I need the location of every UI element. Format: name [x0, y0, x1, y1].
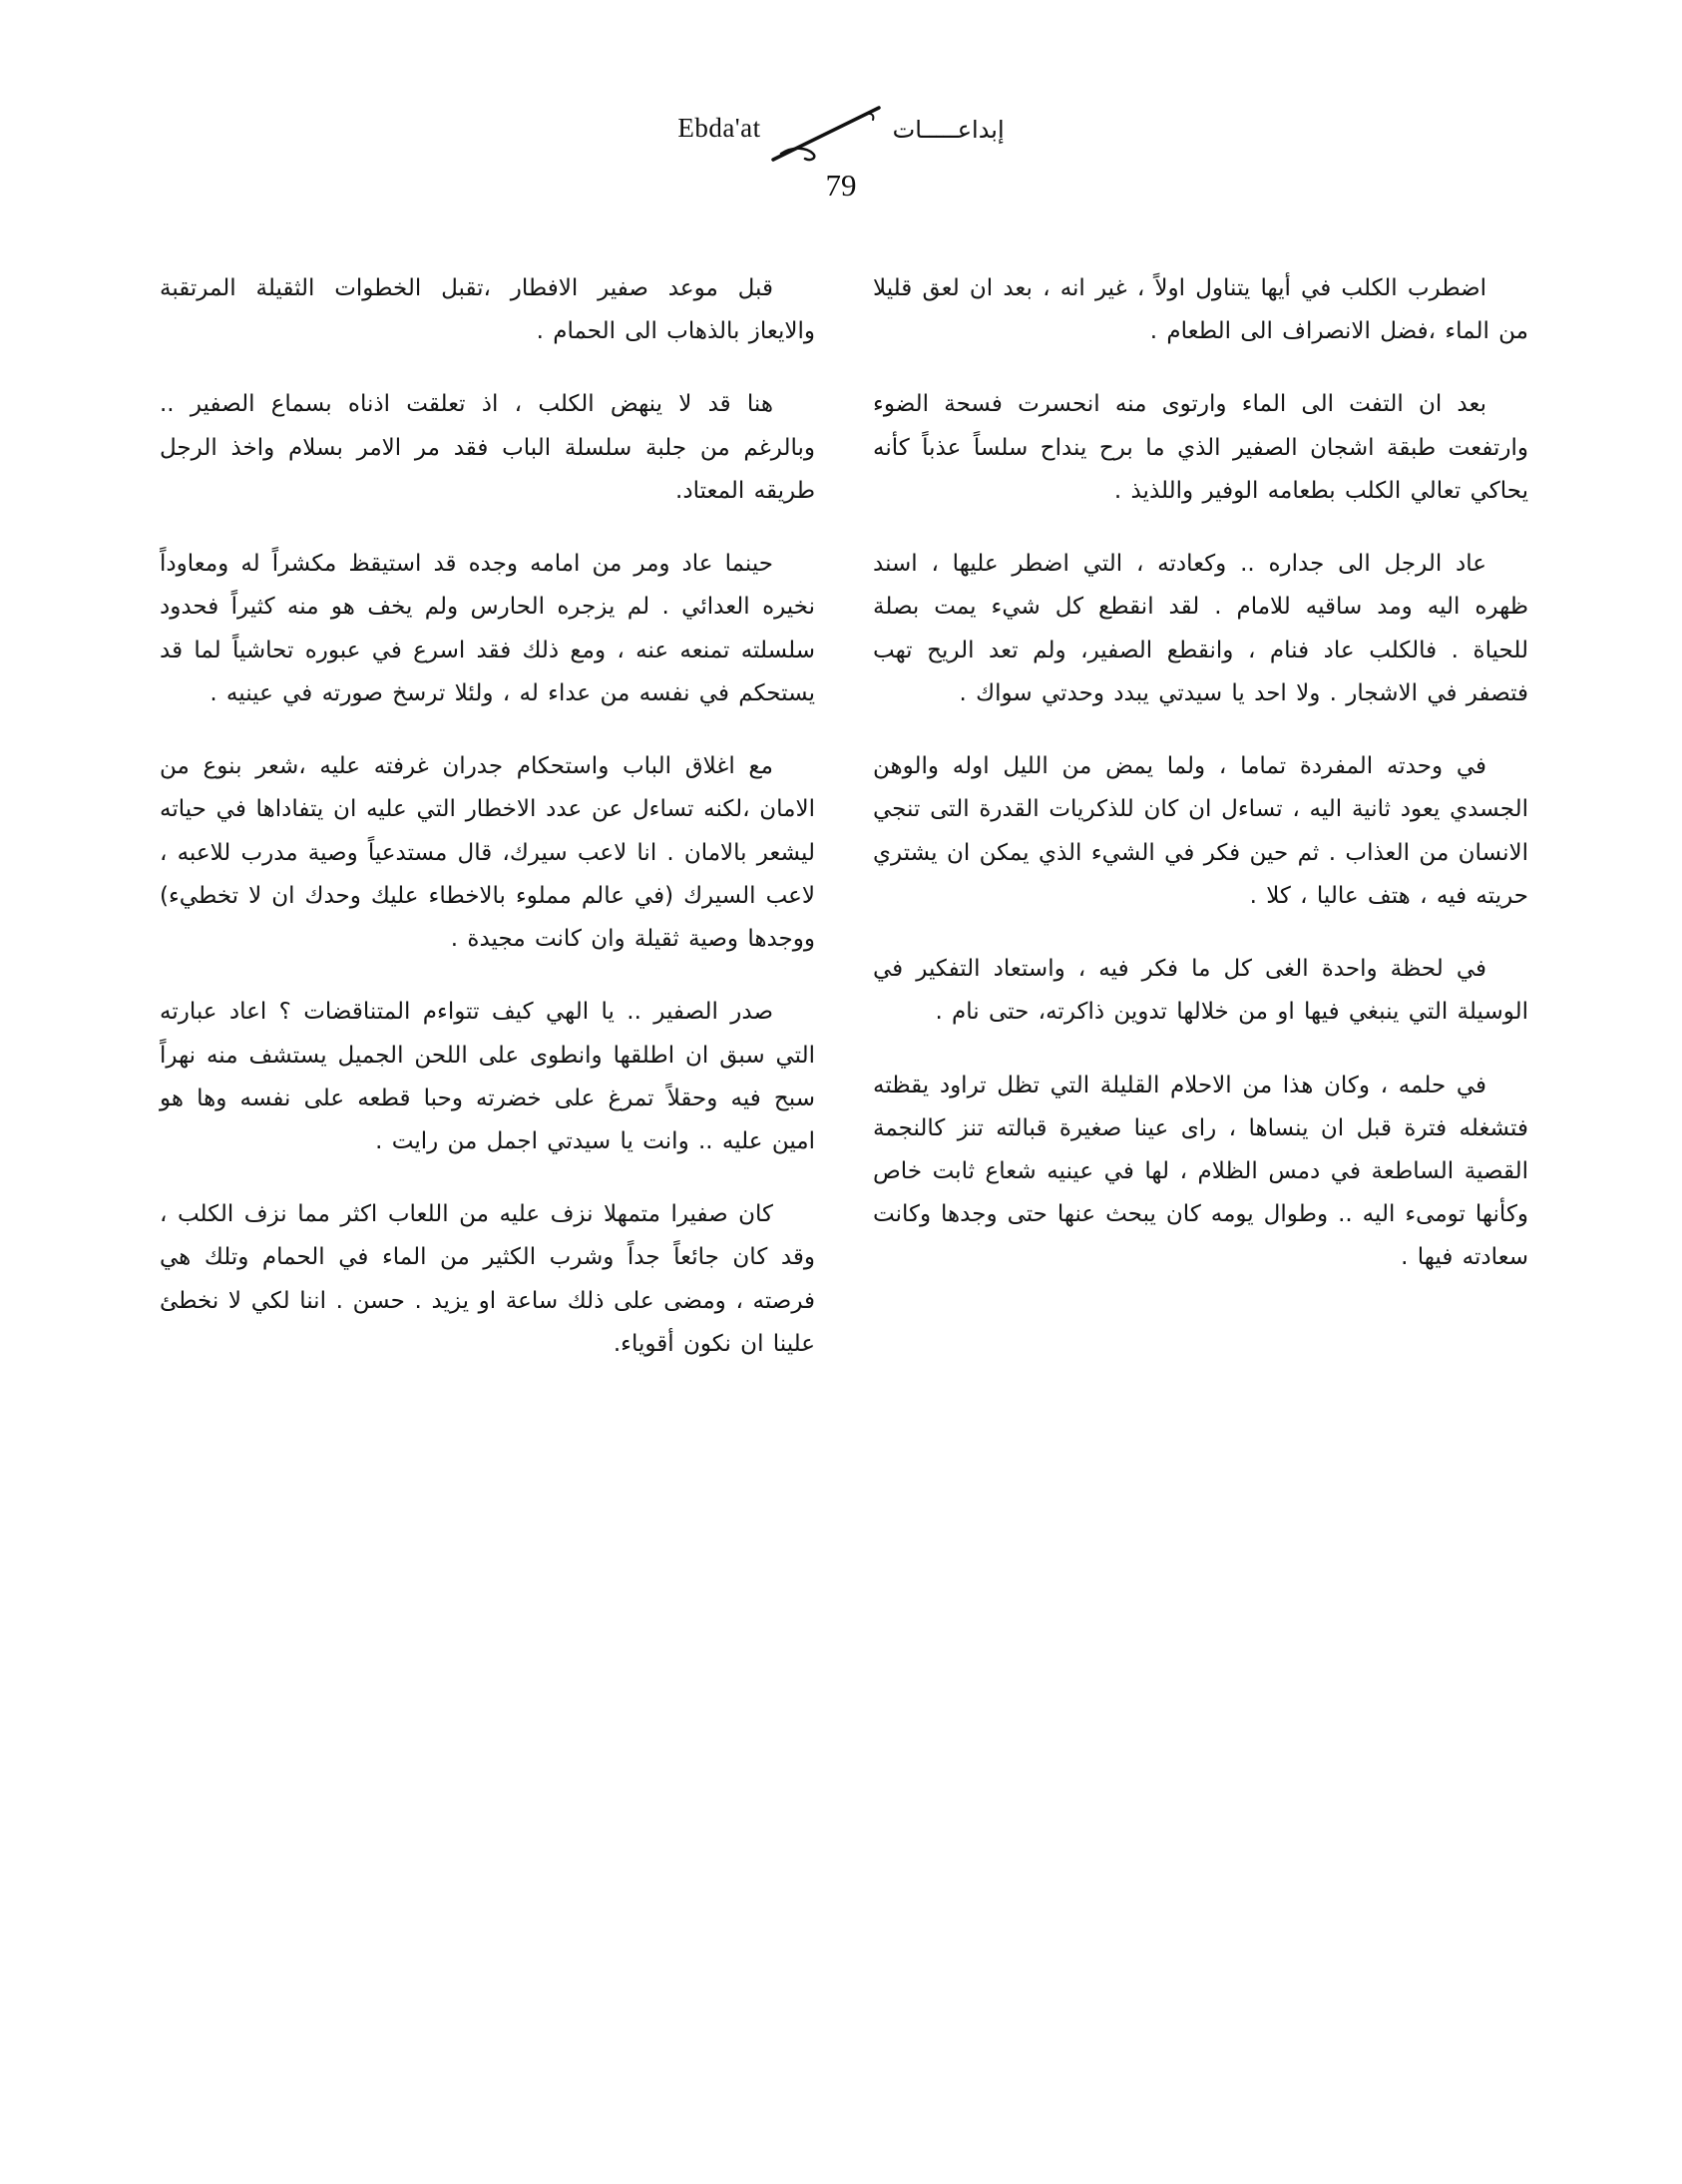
paragraph: عاد الرجل الى جداره .. وكعادته ، التي اضطر عليها ، اسند ظهره اليه ومد ساقيه للامام . لقد انقطع كل شيء يمت بصلة للحياة . فالكلب عاد فنام ، وانقطع الصفير، ولم تعد الريح تهب فتصفر في الاشجار . ولا احد يا سيدتي يبدد وحدتي سواك .	[873, 551, 1528, 706]
paragraph: في وحدته المفردة تماما ، ولما يمض من الليل اوله والوهن الجسدي يعود ثانية اليه ، تساءل ان كان للذكريات القدرة التى تنجي الانسان من العذاب . ثم حين فكر في الشيء الذي يمكن ان يشتري حريته فيه ، هتف عاليا ، كلا .	[873, 753, 1528, 909]
text-columns	[160, 267, 1528, 1366]
text-column-left	[160, 267, 815, 1366]
paragraph: بعد ان التفت الى الماء وارتوى منه انحسرت فسحة الضوء وارتفعت طبقة اشجان الصفير الذي ما برح ينداح سلساً عذباً كأنه يحاكي تعالي الكلب بطعامه الوفير واللذيذ .	[873, 391, 1528, 504]
paragraph: في حلمه ، وكان هذا من الاحلام القليلة التي تظل تراود يقظته فتشغله فترة قبل ان ينساها ، راى عينا صغيرة قبالته تنز كالنجمة القصية الساطعة في دمس الظلام ، لها في عينيه شعاع ثابت خاص وكأنها تومىء اليه .. وطوال يومه كان يبحث عنها حتى وجدها وكانت سعادته فيها .	[873, 1072, 1528, 1271]
text-column-right	[873, 267, 1528, 1366]
page-number: 79	[825, 168, 857, 203]
calligraphy-logo-icon	[767, 102, 887, 166]
paragraph: هنا قد لا ينهض الكلب ، اذ تعلقت اذناه بسماع الصفير .. وبالرغم من جلبة سلسلة الباب فقد مر الامر بسلام واخذ الرجل طريقه المعتاد.	[160, 391, 815, 504]
paragraph: مع اغلاق الباب واستحكام جدران غرفته عليه ،شعر بنوع من الامان ،لكنه تساءل عن عدد الاخطار التي عليه ان يتفاداها في حياته ليشعر بالامان . انا لاعب سيرك، قال مستدعياً وصية مدرب للاعبه ، لاعب السيرك (في عالم مملوء بالاخطاء عليك وحدك ان لا تخطيء) ووجدها وصية ثقيلة وان كانت مجيدة .	[160, 753, 815, 953]
paragraph: كان صفيرا متمهلا نزف عليه من اللعاب اكثر مما نزف الكلب ، وقد كان جائعاً جداً وشرب الكثير من الماء في الحمام وتلك هي فرصته ، ومضى على ذلك ساعة او يزيد . حسن . اننا لكي لا نخطئ علينا ان نكون أقوياء.	[160, 1201, 815, 1357]
paragraph: اضطرب الكلب في أيها يتناول اولاً ، غير انه ، بعد ان لعق قليلا من الماء ،فضل الانصراف الى الطعام .	[873, 275, 1528, 345]
paragraph: قبل موعد صفير الافطار ،تقبل الخطوات الثقيلة المرتقبة والايعاز بالذهاب الى الحمام .	[160, 275, 815, 345]
page-header	[0, 100, 1682, 204]
paragraph: صدر الصفير .. يا الهي كيف تتواءم المتناقضات ؟ اعاد عبارته التي سبق ان اطلقها وانطوى على اللحن الجميل يستشف منه نهراً سبح فيه وحقلاً تمرغ على خضرته وحبا قطعه على نفسه وها هو امين عليه .. وانت يا سيدتي اجمل من رايت .	[160, 999, 815, 1154]
arabic-title: إبداعـــــات	[892, 116, 1005, 144]
paragraph: حينما عاد ومر من امامه وجده قد استيقظ مكشراً له ومعاوداً نخيره العدائي . لم يزجره الحارس ولم يخف هو منه كثيراً فحدود سلسلته تمنعه عنه ، ومع ذلك فقد اسرع في عبوره تحاشياً لما قد يستحكم في نفسه من عداء له ، ولئلا ترسخ صورته في عينيه .	[160, 551, 815, 706]
paragraph: في لحظة واحدة الغى كل ما فكر فيه ، واستعاد التفكير في الوسيلة التي ينبغي فيها او من خلالها تدوين ذاكرته، حتى نام .	[873, 956, 1528, 1026]
latin-title: Ebda'at	[677, 112, 761, 143]
